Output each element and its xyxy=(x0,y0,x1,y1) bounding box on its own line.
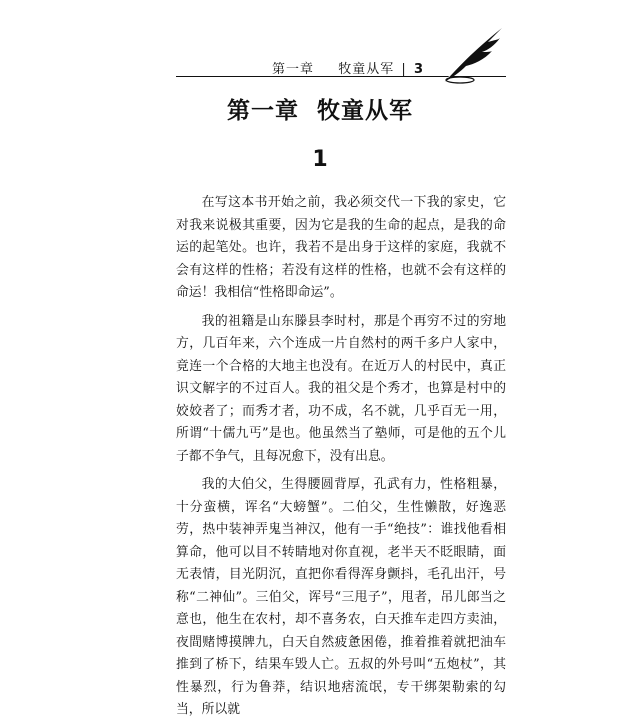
chapter-title-name: 牧童从军 xyxy=(317,98,413,124)
chapter-title xyxy=(0,92,640,125)
header-chapter-label: 第一章 xyxy=(271,62,314,77)
page-number: 3 xyxy=(413,62,424,77)
chapter-title-number: 第一章 xyxy=(227,98,299,124)
paragraph: 在写这本书开始之前，我必须交代一下我的家史，它对我来说极其重要，因为它是我的生命的起点，是我的命运的起笔处。也许，我若不是出身于这样的家庭，我就不会有这样的性格；若没有这样的性格，也就不会有这样的命运！我相信“性格即命运”。 xyxy=(176,195,506,300)
header-chapter-name: 牧童从军 xyxy=(338,62,395,77)
header-separator: | xyxy=(401,62,407,77)
quill-icon xyxy=(438,24,506,86)
running-header-text xyxy=(272,58,424,77)
section-number: 1 xyxy=(312,147,328,172)
body-text xyxy=(176,192,506,728)
paragraph: 我的祖籍是山东滕县李时村，那是个再穷不过的穷地方，几百年来，六个连成一片自然村的两千多户人家中，竟连一个合格的大地主也没有。在近万人的村民中，真正识文解字的不过百人。我的祖父是个秀才，也算是村中的姣姣者了；而秀才者，功不成，名不就，几乎百无一用，所谓“十儒九丐”是也。他虽然当了塾师，可是他的五个儿子都不争气，且每况愈下，没有出息。 xyxy=(176,313,506,464)
paragraph: 我的大伯父，生得腰圆背厚，孔武有力，性格粗暴，十分蛮横，诨名“大螃蟹”。二伯父，生性懒散，好逸恶劳，热中装神弄鬼当神汉，他有一手“绝技”：谁找他看相算命，他可以目不转睛地对你直视，老半天不眨眼睛，面无表情，目光阴沉，直把你看得浑身颤抖，毛孔出汗，号称“二神仙”。三伯父，诨号“三甩子”，甩者，吊儿郎当之意也，他生在农村，却不喜务农，白天推车走四方卖油，夜間赌博摸牌九，白天自然疲惫困倦，推着推着就把油车推到了桥下，结果车毁人亡。五叔的外号叫“五炮杖”，其性暴烈，行为鲁莽，结识地痞流氓，专干绑架勒索的勾当，所以就 xyxy=(176,477,506,717)
running-header xyxy=(176,28,506,76)
